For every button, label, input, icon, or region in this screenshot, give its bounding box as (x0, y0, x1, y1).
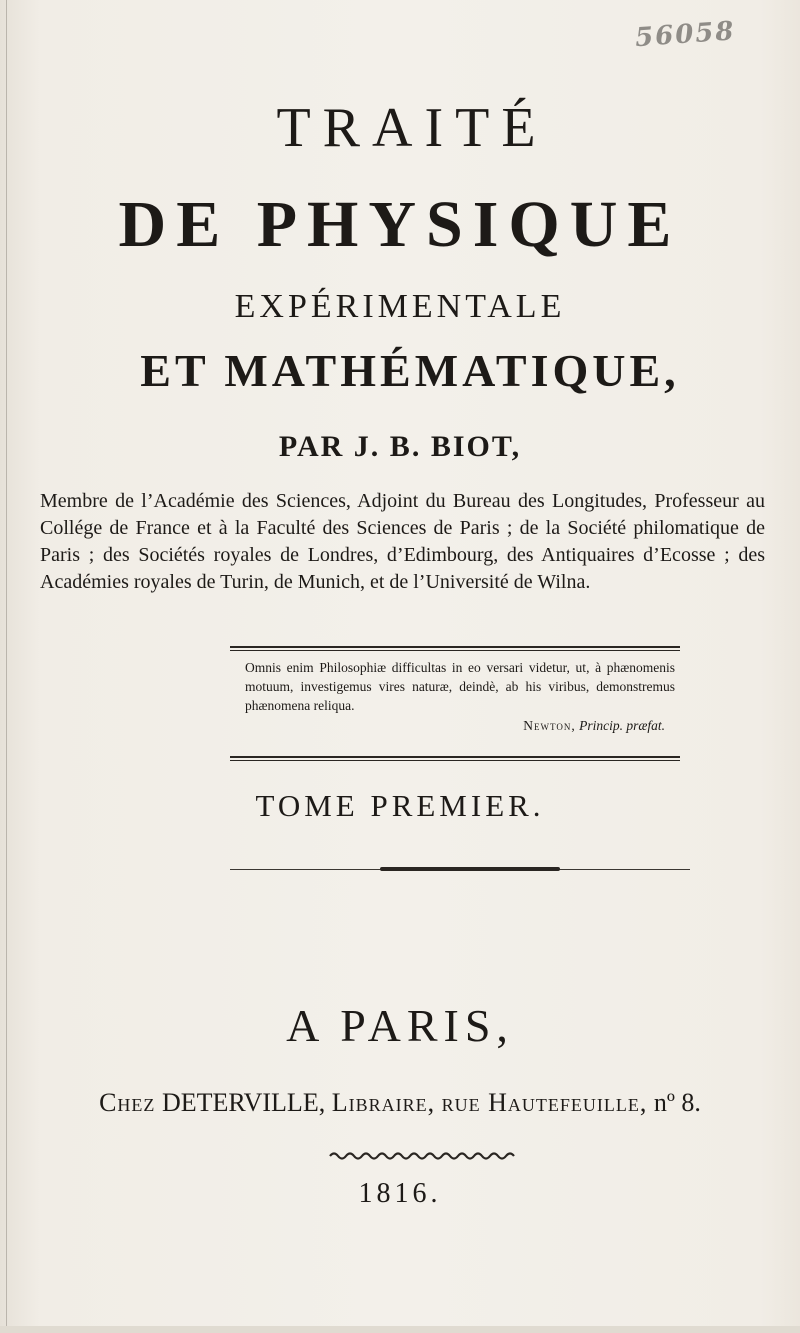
publisher-chez: Chez (99, 1088, 156, 1117)
ornamental-rule (230, 867, 690, 872)
ornamental-rule-thick (380, 867, 560, 871)
page-bottom-edge (0, 1326, 800, 1333)
epigraph-author: Newton, (523, 718, 576, 733)
imprint-publisher (0, 1087, 800, 1119)
epigraph (245, 658, 675, 735)
epigraph-bottom-rule (230, 756, 680, 761)
publisher-street: rue Hautefeuille, (441, 1088, 648, 1117)
publisher-number: nº 8. (653, 1088, 701, 1117)
vine-ornament (328, 1151, 518, 1161)
volume-label: TOME PREMIER. (255, 788, 545, 823)
author-credentials (40, 488, 765, 596)
publisher-role: Libraire, (331, 1088, 436, 1117)
title-line-2: DE PHYSIQUE (118, 188, 682, 261)
epigraph-top-rule (230, 646, 680, 651)
epigraph-text: Omnis enim Philosophiæ difficultas in eo versari videtur, ut, à phænomenis motuum, investigemus vires naturæ, deindè, ab his viribus, demonstremus phænomena reliqua. (245, 660, 675, 713)
author-line: PAR J. B. BIOT, (278, 430, 522, 463)
title-line-4: ET MATHÉMATIQUE, (140, 345, 680, 396)
library-stamp: 56058 (634, 16, 737, 54)
epigraph-source: Princip. præfat. (579, 718, 665, 733)
imprint-place: A PARIS, (286, 1000, 514, 1051)
title-line-1: TRAITÉ (276, 97, 548, 159)
publisher-name: DETERVILLE, (161, 1088, 326, 1117)
title-line-3: EXPÉRIMENTALE (234, 288, 566, 325)
publication-year: 1816. (358, 1178, 442, 1209)
epigraph-citation (245, 716, 675, 735)
credentials-text: Membre de l’Académie des Sciences, Adjoint du Bureau des Longitudes, Professeur au Collége de France et à la Faculté des Sciences de Paris ; de la Société philomatique de Paris ; des Sociétés royales de Londres, d’Edimbourg, des Antiquaires d’Ecosse ; des Académies royales de Turin, de Munich, et de l’Université de Wilna. (40, 490, 765, 593)
